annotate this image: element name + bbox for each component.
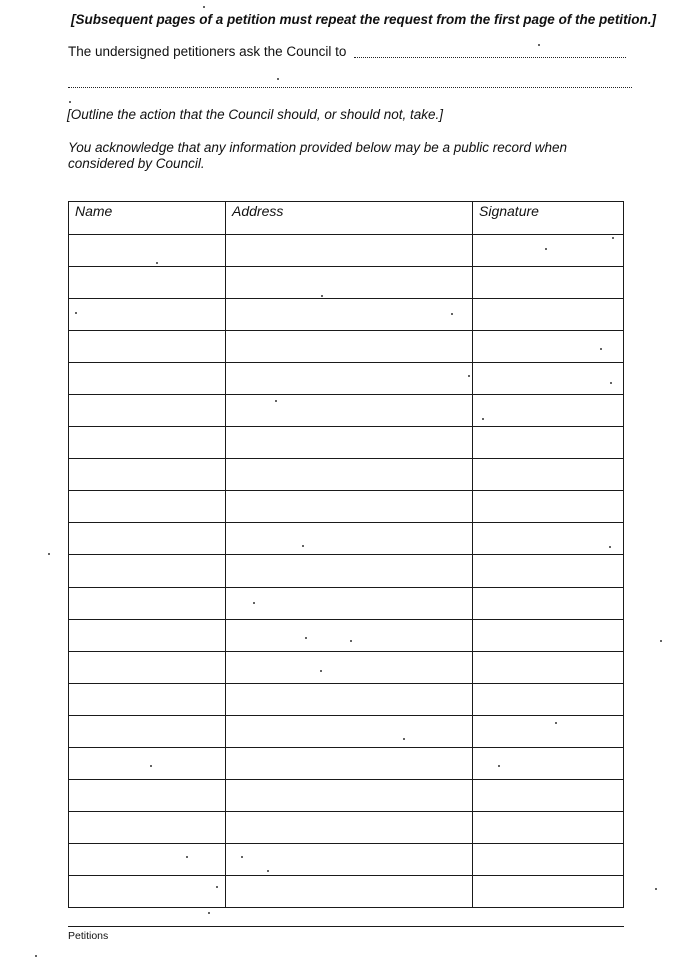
scan-speck: [468, 375, 470, 377]
address-cell[interactable]: [226, 555, 473, 587]
scan-speck: [655, 888, 657, 890]
address-cell[interactable]: [226, 427, 473, 459]
table-row: [69, 427, 624, 459]
address-cell[interactable]: [226, 491, 473, 523]
address-cell[interactable]: [226, 875, 473, 907]
signature-cell[interactable]: [473, 331, 624, 363]
signature-cell[interactable]: [473, 363, 624, 395]
signature-cell[interactable]: [473, 715, 624, 747]
address-cell[interactable]: [226, 811, 473, 843]
table-row: [69, 331, 624, 363]
signature-cell[interactable]: [473, 427, 624, 459]
table-row: [69, 523, 624, 555]
scan-speck: [451, 313, 453, 315]
address-cell[interactable]: [226, 235, 473, 267]
signature-cell[interactable]: [473, 267, 624, 299]
address-cell[interactable]: [226, 363, 473, 395]
table-row: [69, 235, 624, 267]
table-row: [69, 843, 624, 875]
scan-speck: [241, 856, 243, 858]
scan-speck: [216, 886, 218, 888]
address-cell[interactable]: [226, 299, 473, 331]
acknowledgement-note: You acknowledge that any information provided below may be a public record when considered by Council.: [68, 140, 568, 171]
request-line-label: The undersigned petitioners ask the Council to: [68, 44, 347, 59]
scan-speck: [538, 44, 540, 46]
signature-cell[interactable]: [473, 843, 624, 875]
table-row: [69, 619, 624, 651]
signature-cell[interactable]: [473, 491, 624, 523]
footer-label: Petitions: [68, 930, 109, 942]
signature-cell[interactable]: [473, 619, 624, 651]
name-cell[interactable]: [69, 843, 226, 875]
signature-cell[interactable]: [473, 459, 624, 491]
name-cell[interactable]: [69, 459, 226, 491]
scan-speck: [203, 6, 205, 8]
name-cell[interactable]: [69, 747, 226, 779]
name-cell[interactable]: [69, 555, 226, 587]
signature-cell[interactable]: [473, 587, 624, 619]
scan-speck: [609, 546, 611, 548]
signature-table: [68, 201, 624, 908]
name-cell[interactable]: [69, 267, 226, 299]
name-cell[interactable]: [69, 619, 226, 651]
table-row: [69, 811, 624, 843]
name-cell[interactable]: [69, 715, 226, 747]
scan-speck: [35, 955, 37, 957]
address-cell[interactable]: [226, 523, 473, 555]
signature-cell[interactable]: [473, 651, 624, 683]
scan-speck: [660, 640, 662, 642]
name-cell[interactable]: [69, 811, 226, 843]
address-cell[interactable]: [226, 587, 473, 619]
table-row: [69, 875, 624, 907]
signature-cell[interactable]: [473, 875, 624, 907]
scan-speck: [48, 553, 50, 555]
address-cell[interactable]: [226, 619, 473, 651]
address-cell[interactable]: [226, 267, 473, 299]
address-cell[interactable]: [226, 747, 473, 779]
name-cell[interactable]: [69, 875, 226, 907]
table-row: [69, 651, 624, 683]
scan-speck: [69, 101, 71, 103]
name-cell[interactable]: [69, 651, 226, 683]
table-row: [69, 299, 624, 331]
name-cell[interactable]: [69, 363, 226, 395]
table-row: [69, 491, 624, 523]
table-row: [69, 683, 624, 715]
name-cell[interactable]: [69, 395, 226, 427]
table-header-row: [69, 202, 624, 235]
scan-speck: [350, 640, 352, 642]
scan-speck: [156, 262, 158, 264]
table-row: [69, 747, 624, 779]
scan-speck: [498, 765, 500, 767]
signature-rows: [69, 235, 624, 908]
column-header-signature: Signature: [473, 202, 624, 235]
scan-speck: [208, 912, 210, 914]
scan-speck: [253, 602, 255, 604]
scan-speck: [302, 545, 304, 547]
scan-speck: [612, 237, 614, 239]
address-cell[interactable]: [226, 779, 473, 811]
footer-rule: [68, 926, 624, 927]
scan-speck: [186, 856, 188, 858]
table-row: [69, 267, 624, 299]
name-cell[interactable]: [69, 331, 226, 363]
name-cell[interactable]: [69, 587, 226, 619]
scan-speck: [482, 418, 484, 420]
table-row: [69, 459, 624, 491]
scan-speck: [600, 348, 602, 350]
table-row: [69, 779, 624, 811]
table-row: [69, 395, 624, 427]
address-cell[interactable]: [226, 651, 473, 683]
column-header-address: Address: [226, 202, 473, 235]
scan-speck: [150, 765, 152, 767]
table-row: [69, 715, 624, 747]
signature-cell[interactable]: [473, 779, 624, 811]
scan-speck: [320, 670, 322, 672]
table-row: [69, 555, 624, 587]
signature-cell[interactable]: [473, 811, 624, 843]
scan-speck: [275, 400, 277, 402]
signature-cell[interactable]: [473, 747, 624, 779]
signature-cell[interactable]: [473, 683, 624, 715]
scan-speck: [277, 78, 279, 80]
column-header-name: Name: [69, 202, 226, 235]
name-cell[interactable]: [69, 235, 226, 267]
scan-speck: [403, 738, 405, 740]
table-row: [69, 587, 624, 619]
name-cell[interactable]: [69, 779, 226, 811]
address-cell[interactable]: [226, 459, 473, 491]
name-cell[interactable]: [69, 299, 226, 331]
request-dotted-line: [354, 57, 626, 58]
scan-speck: [555, 722, 557, 724]
scan-speck: [610, 382, 612, 384]
request-continuation-dotted-line: [68, 87, 632, 88]
signature-cell[interactable]: [473, 299, 624, 331]
name-cell[interactable]: [69, 683, 226, 715]
scan-speck: [75, 312, 77, 314]
signature-cell[interactable]: [473, 555, 624, 587]
name-cell[interactable]: [69, 523, 226, 555]
scan-speck: [545, 248, 547, 250]
scan-speck: [305, 637, 307, 639]
table-row: [69, 363, 624, 395]
address-cell[interactable]: [226, 843, 473, 875]
address-cell[interactable]: [226, 715, 473, 747]
scan-speck: [321, 295, 323, 297]
name-cell[interactable]: [69, 427, 226, 459]
name-cell[interactable]: [69, 491, 226, 523]
outline-note: [Outline the action that the Council should, or should not, take.]: [67, 107, 443, 122]
scan-speck: [267, 870, 269, 872]
subsequent-pages-note: [Subsequent pages of a petition must repeat the request from the first page of the petition.]: [71, 12, 657, 27]
signature-cell[interactable]: [473, 235, 624, 267]
address-cell[interactable]: [226, 331, 473, 363]
address-cell[interactable]: [226, 683, 473, 715]
address-cell[interactable]: [226, 395, 473, 427]
signature-cell[interactable]: [473, 523, 624, 555]
signature-cell[interactable]: [473, 395, 624, 427]
